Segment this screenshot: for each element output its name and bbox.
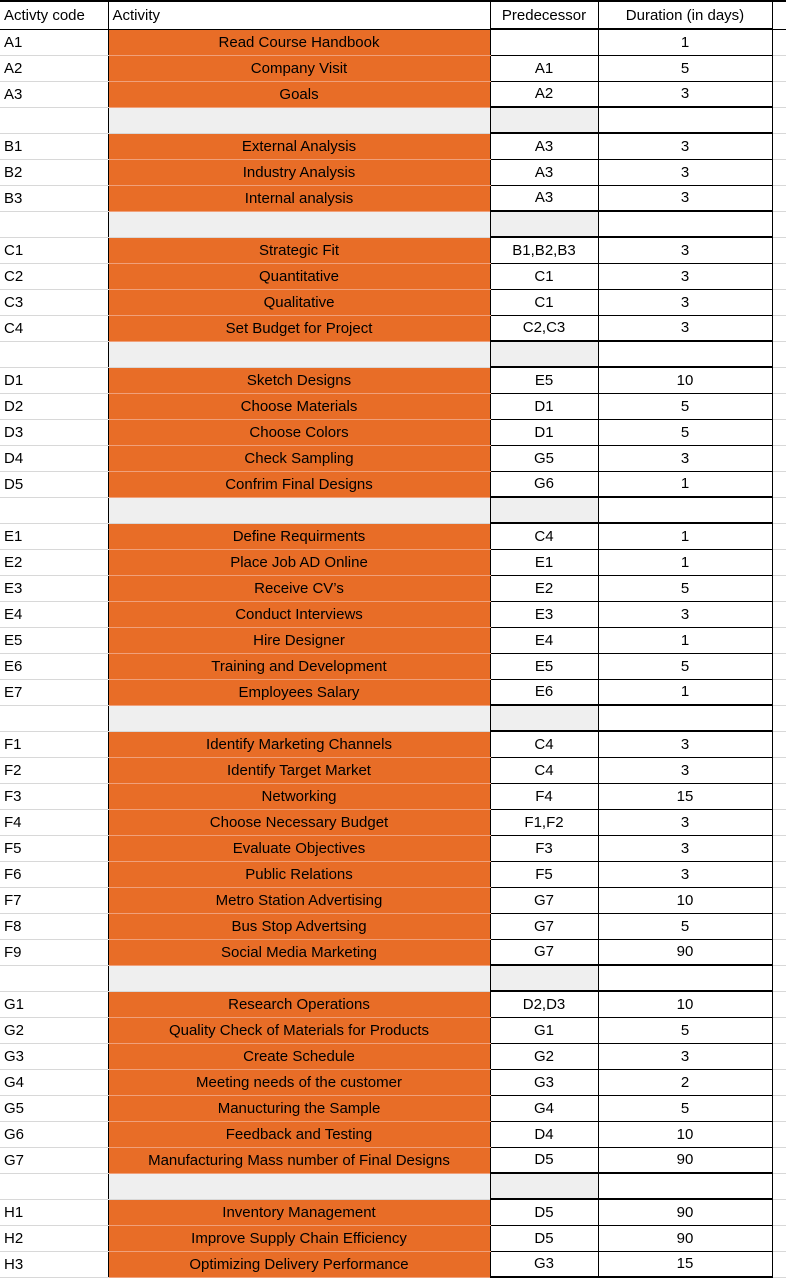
activity-name-cell[interactable]: Manufacturing Mass number of Final Designs xyxy=(108,1147,490,1173)
activity-name-cell[interactable]: Place Job AD Online xyxy=(108,549,490,575)
spare-column-cell[interactable] xyxy=(772,653,786,679)
activity-name-cell[interactable]: Sketch Designs xyxy=(108,367,490,393)
activity-name-cell[interactable]: Manucturing the Sample xyxy=(108,1095,490,1121)
group-separator-row xyxy=(0,211,786,237)
table-row xyxy=(0,263,786,289)
spare-column-cell[interactable] xyxy=(772,367,786,393)
predecessor-cell[interactable]: C4 xyxy=(490,757,598,783)
activity-name-cell[interactable]: Social Media Marketing xyxy=(108,939,490,965)
activity-code-cell[interactable]: B2 xyxy=(0,159,108,185)
predecessor-cell[interactable]: A2 xyxy=(490,81,598,107)
spare-column-cell[interactable] xyxy=(772,419,786,445)
duration-cell[interactable]: 2 xyxy=(598,1069,772,1095)
duration-cell[interactable]: 3 xyxy=(598,289,772,315)
table-row xyxy=(0,887,786,913)
duration-cell[interactable]: 5 xyxy=(598,1017,772,1043)
predecessor-cell[interactable]: D2,D3 xyxy=(490,991,598,1017)
group-separator-row xyxy=(0,1173,786,1199)
spare-column-cell[interactable] xyxy=(772,159,786,185)
predecessor-cell[interactable]: E1 xyxy=(490,549,598,575)
table-row xyxy=(0,731,786,757)
activity-code-cell[interactable]: A2 xyxy=(0,55,108,81)
spare-column-cell[interactable] xyxy=(772,939,786,965)
spare-column-cell[interactable] xyxy=(772,991,786,1017)
spare-column-cell[interactable] xyxy=(772,1043,786,1069)
predecessor-cell[interactable]: E5 xyxy=(490,653,598,679)
empty-cell[interactable] xyxy=(108,965,490,991)
duration-cell[interactable]: 5 xyxy=(598,419,772,445)
empty-cell[interactable] xyxy=(108,1173,490,1199)
table-row xyxy=(0,237,786,263)
duration-cell[interactable]: 90 xyxy=(598,939,772,965)
table-row xyxy=(0,939,786,965)
activity-name-cell[interactable]: Define Requirments xyxy=(108,523,490,549)
table-row xyxy=(0,991,786,1017)
spare-column-cell[interactable] xyxy=(772,523,786,549)
empty-cell[interactable] xyxy=(0,965,108,991)
activity-code-cell[interactable]: F4 xyxy=(0,809,108,835)
activity-name-cell[interactable]: Choose Necessary Budget xyxy=(108,809,490,835)
spare-column-cell[interactable] xyxy=(772,263,786,289)
activity-code-cell[interactable]: H2 xyxy=(0,1225,108,1251)
table-row xyxy=(0,1225,786,1251)
predecessor-cell[interactable]: E4 xyxy=(490,627,598,653)
predecessor-cell[interactable]: E5 xyxy=(490,367,598,393)
predecessor-cell[interactable]: D1 xyxy=(490,393,598,419)
empty-cell[interactable] xyxy=(0,341,108,367)
empty-cell[interactable] xyxy=(490,705,598,731)
predecessor-cell[interactable]: B1,B2,B3 xyxy=(490,237,598,263)
predecessor-cell[interactable]: G7 xyxy=(490,939,598,965)
activity-name-cell[interactable]: Internal analysis xyxy=(108,185,490,211)
table-row xyxy=(0,1043,786,1069)
table-row xyxy=(0,679,786,705)
activity-code-cell[interactable]: F5 xyxy=(0,835,108,861)
activity-code-cell[interactable]: E2 xyxy=(0,549,108,575)
empty-cell[interactable] xyxy=(490,497,598,523)
table-row xyxy=(0,445,786,471)
duration-cell[interactable]: 90 xyxy=(598,1147,772,1173)
table-row xyxy=(0,861,786,887)
activity-code-cell[interactable]: C3 xyxy=(0,289,108,315)
activity-name-cell[interactable]: Meeting needs of the customer xyxy=(108,1069,490,1095)
empty-cell[interactable] xyxy=(772,341,786,367)
activity-name-cell[interactable]: Set Budget for Project xyxy=(108,315,490,341)
spare-column-cell[interactable] xyxy=(772,679,786,705)
empty-cell[interactable] xyxy=(108,107,490,133)
duration-cell[interactable]: 90 xyxy=(598,1225,772,1251)
spare-column-cell[interactable] xyxy=(772,601,786,627)
duration-cell[interactable]: 1 xyxy=(598,471,772,497)
duration-cell[interactable]: 3 xyxy=(598,1043,772,1069)
table-row xyxy=(0,1199,786,1225)
activity-code-cell[interactable]: E3 xyxy=(0,575,108,601)
activity-name-cell[interactable]: Read Course Handbook xyxy=(108,29,490,55)
header-activity-code[interactable]: Activty code xyxy=(0,1,108,29)
activity-name-cell[interactable]: Metro Station Advertising xyxy=(108,887,490,913)
empty-cell[interactable] xyxy=(0,705,108,731)
empty-cell[interactable] xyxy=(0,211,108,237)
duration-cell[interactable]: 3 xyxy=(598,263,772,289)
predecessor-cell[interactable]: G7 xyxy=(490,913,598,939)
duration-cell[interactable]: 3 xyxy=(598,731,772,757)
activity-name-cell[interactable]: Industry Analysis xyxy=(108,159,490,185)
activity-code-cell[interactable]: D5 xyxy=(0,471,108,497)
duration-cell[interactable]: 10 xyxy=(598,1121,772,1147)
duration-cell[interactable]: 1 xyxy=(598,627,772,653)
table-row xyxy=(0,627,786,653)
spare-column-cell[interactable] xyxy=(772,55,786,81)
empty-cell[interactable] xyxy=(0,497,108,523)
activity-code-cell[interactable]: A1 xyxy=(0,29,108,55)
predecessor-cell[interactable]: G7 xyxy=(490,887,598,913)
activity-code-cell[interactable]: G6 xyxy=(0,1121,108,1147)
activity-code-cell[interactable]: E5 xyxy=(0,627,108,653)
spare-column-cell[interactable] xyxy=(772,393,786,419)
table-row xyxy=(0,757,786,783)
duration-cell[interactable]: 3 xyxy=(598,159,772,185)
predecessor-cell[interactable]: D5 xyxy=(490,1199,598,1225)
predecessor-cell[interactable]: C1 xyxy=(490,263,598,289)
duration-cell[interactable]: 3 xyxy=(598,757,772,783)
duration-cell[interactable]: 3 xyxy=(598,133,772,159)
duration-cell[interactable]: 3 xyxy=(598,445,772,471)
spare-column-cell[interactable] xyxy=(772,1017,786,1043)
duration-cell[interactable]: 5 xyxy=(598,1095,772,1121)
activity-code-cell[interactable]: C4 xyxy=(0,315,108,341)
spare-column-cell[interactable] xyxy=(772,315,786,341)
spare-column-cell[interactable] xyxy=(772,1069,786,1095)
empty-cell[interactable] xyxy=(598,705,772,731)
spare-column-cell[interactable] xyxy=(772,1251,786,1277)
spare-column-cell[interactable] xyxy=(772,471,786,497)
spare-column-cell[interactable] xyxy=(772,1121,786,1147)
empty-cell[interactable] xyxy=(490,107,598,133)
predecessor-cell[interactable]: E6 xyxy=(490,679,598,705)
activity-name-cell[interactable]: Research Operations xyxy=(108,991,490,1017)
spare-column-cell[interactable] xyxy=(772,1147,786,1173)
duration-cell[interactable]: 1 xyxy=(598,549,772,575)
duration-cell[interactable]: 10 xyxy=(598,991,772,1017)
activity-name-cell[interactable]: Confrim Final Designs xyxy=(108,471,490,497)
spare-column-cell[interactable] xyxy=(772,185,786,211)
spare-column-cell[interactable] xyxy=(772,1199,786,1225)
activity-code-cell[interactable]: E1 xyxy=(0,523,108,549)
activity-code-cell[interactable]: E7 xyxy=(0,679,108,705)
table-row xyxy=(0,81,786,107)
duration-cell[interactable]: 1 xyxy=(598,29,772,55)
activity-code-cell[interactable]: F6 xyxy=(0,861,108,887)
activity-name-cell[interactable]: Hire Designer xyxy=(108,627,490,653)
group-separator-row xyxy=(0,705,786,731)
table-row xyxy=(0,367,786,393)
activity-code-cell[interactable]: G2 xyxy=(0,1017,108,1043)
table-row xyxy=(0,913,786,939)
empty-cell[interactable] xyxy=(490,211,598,237)
duration-cell[interactable]: 3 xyxy=(598,809,772,835)
activity-code-cell[interactable]: D2 xyxy=(0,393,108,419)
spare-column-cell[interactable] xyxy=(772,861,786,887)
spare-column-cell[interactable] xyxy=(772,887,786,913)
table-row xyxy=(0,159,786,185)
group-separator-row xyxy=(0,107,786,133)
predecessor-cell[interactable]: D1 xyxy=(490,419,598,445)
duration-cell[interactable]: 5 xyxy=(598,913,772,939)
table-row xyxy=(0,601,786,627)
activity-code-cell[interactable]: A3 xyxy=(0,81,108,107)
predecessor-cell[interactable]: A1 xyxy=(490,55,598,81)
predecessor-cell[interactable]: D5 xyxy=(490,1225,598,1251)
predecessor-cell[interactable]: F5 xyxy=(490,861,598,887)
predecessor-cell[interactable]: F1,F2 xyxy=(490,809,598,835)
duration-cell[interactable]: 3 xyxy=(598,835,772,861)
header-duration[interactable]: Duration (in days) xyxy=(598,1,772,29)
spare-column-cell[interactable] xyxy=(772,575,786,601)
duration-cell[interactable]: 5 xyxy=(598,393,772,419)
empty-cell[interactable] xyxy=(108,705,490,731)
activity-name-cell[interactable]: Networking xyxy=(108,783,490,809)
empty-cell[interactable] xyxy=(108,497,490,523)
activity-name-cell[interactable]: Identify Target Market xyxy=(108,757,490,783)
table-row xyxy=(0,783,786,809)
activity-code-cell[interactable]: D3 xyxy=(0,419,108,445)
table-row xyxy=(0,653,786,679)
empty-cell[interactable] xyxy=(598,211,772,237)
spare-column-cell[interactable] xyxy=(772,549,786,575)
duration-cell[interactable]: 15 xyxy=(598,1251,772,1277)
table-row xyxy=(0,185,786,211)
duration-cell[interactable]: 3 xyxy=(598,185,772,211)
group-separator-row xyxy=(0,341,786,367)
spare-column-cell[interactable] xyxy=(772,81,786,107)
predecessor-cell[interactable]: C4 xyxy=(490,523,598,549)
table-row xyxy=(0,471,786,497)
duration-cell[interactable]: 1 xyxy=(598,679,772,705)
duration-cell[interactable]: 10 xyxy=(598,367,772,393)
duration-cell[interactable]: 5 xyxy=(598,55,772,81)
activity-name-cell[interactable]: Choose Colors xyxy=(108,419,490,445)
empty-cell[interactable] xyxy=(108,211,490,237)
empty-cell[interactable] xyxy=(0,1173,108,1199)
predecessor-cell[interactable] xyxy=(490,29,598,55)
table-row xyxy=(0,419,786,445)
activity-name-cell[interactable]: Create Schedule xyxy=(108,1043,490,1069)
activity-code-cell[interactable]: C1 xyxy=(0,237,108,263)
group-separator-row xyxy=(0,965,786,991)
predecessor-cell[interactable]: G4 xyxy=(490,1095,598,1121)
predecessor-cell[interactable]: C1 xyxy=(490,289,598,315)
spare-column-cell[interactable] xyxy=(772,237,786,263)
table-row xyxy=(0,1121,786,1147)
predecessor-cell[interactable]: G3 xyxy=(490,1069,598,1095)
header-row xyxy=(0,1,786,29)
predecessor-cell[interactable]: F3 xyxy=(490,835,598,861)
table-row xyxy=(0,55,786,81)
table-row xyxy=(0,523,786,549)
spare-column-cell[interactable] xyxy=(772,29,786,55)
spare-column-cell[interactable] xyxy=(772,1225,786,1251)
duration-cell[interactable]: 5 xyxy=(598,653,772,679)
spare-column-cell[interactable] xyxy=(772,783,786,809)
table-row xyxy=(0,133,786,159)
activity-name-cell[interactable]: Improve Supply Chain Efficiency xyxy=(108,1225,490,1251)
activity-code-cell[interactable]: D4 xyxy=(0,445,108,471)
header-activity[interactable]: Activity xyxy=(108,1,490,29)
activity-name-cell[interactable]: Evaluate Objectives xyxy=(108,835,490,861)
predecessor-cell[interactable]: E3 xyxy=(490,601,598,627)
duration-cell[interactable]: 3 xyxy=(598,315,772,341)
activity-code-cell[interactable]: C2 xyxy=(0,263,108,289)
activity-code-cell[interactable]: F1 xyxy=(0,731,108,757)
empty-cell[interactable] xyxy=(772,965,786,991)
activity-name-cell[interactable]: Conduct Interviews xyxy=(108,601,490,627)
activity-name-cell[interactable]: Optimizing Delivery Performance xyxy=(108,1251,490,1277)
spare-column-cell[interactable] xyxy=(772,809,786,835)
predecessor-cell[interactable]: C4 xyxy=(490,731,598,757)
duration-cell[interactable]: 15 xyxy=(598,783,772,809)
group-separator-row xyxy=(0,497,786,523)
activity-code-cell[interactable]: G4 xyxy=(0,1069,108,1095)
activity-code-cell[interactable]: F2 xyxy=(0,757,108,783)
table-row xyxy=(0,1251,786,1277)
activity-code-cell[interactable]: H3 xyxy=(0,1251,108,1277)
table-row xyxy=(0,1017,786,1043)
duration-cell[interactable]: 3 xyxy=(598,237,772,263)
spare-column-cell[interactable] xyxy=(772,757,786,783)
activity-code-cell[interactable]: F3 xyxy=(0,783,108,809)
activity-name-cell[interactable]: Check Sampling xyxy=(108,445,490,471)
predecessor-cell[interactable]: A3 xyxy=(490,159,598,185)
header-predecessor[interactable]: Predecessor xyxy=(490,1,598,29)
activity-code-cell[interactable]: D1 xyxy=(0,367,108,393)
activity-code-cell[interactable]: E4 xyxy=(0,601,108,627)
table-row xyxy=(0,315,786,341)
duration-cell[interactable]: 1 xyxy=(598,523,772,549)
empty-cell[interactable] xyxy=(772,211,786,237)
activity-name-cell[interactable]: Quantitative xyxy=(108,263,490,289)
spare-column-cell[interactable] xyxy=(772,289,786,315)
activity-name-cell[interactable]: Employees Salary xyxy=(108,679,490,705)
spare-column-cell[interactable] xyxy=(772,445,786,471)
empty-cell[interactable] xyxy=(598,497,772,523)
activity-name-cell[interactable]: Strategic Fit xyxy=(108,237,490,263)
activity-name-cell[interactable]: Public Relations xyxy=(108,861,490,887)
activity-code-cell[interactable]: F9 xyxy=(0,939,108,965)
activity-name-cell[interactable]: Identify Marketing Channels xyxy=(108,731,490,757)
duration-cell[interactable]: 10 xyxy=(598,887,772,913)
table-row xyxy=(0,575,786,601)
activity-name-cell[interactable]: Training and Development xyxy=(108,653,490,679)
activity-code-cell[interactable]: G1 xyxy=(0,991,108,1017)
predecessor-cell[interactable]: D5 xyxy=(490,1147,598,1173)
empty-cell[interactable] xyxy=(598,965,772,991)
activity-name-cell[interactable]: Quality Check of Materials for Products xyxy=(108,1017,490,1043)
activity-name-cell[interactable]: Inventory Management xyxy=(108,1199,490,1225)
duration-cell[interactable]: 3 xyxy=(598,601,772,627)
spare-column-cell[interactable] xyxy=(772,1095,786,1121)
predecessor-cell[interactable]: G1 xyxy=(490,1017,598,1043)
activity-code-cell[interactable]: H1 xyxy=(0,1199,108,1225)
table-row xyxy=(0,809,786,835)
duration-cell[interactable]: 5 xyxy=(598,575,772,601)
activity-name-cell[interactable]: Qualitative xyxy=(108,289,490,315)
empty-cell[interactable] xyxy=(598,107,772,133)
empty-cell[interactable] xyxy=(598,341,772,367)
table-row xyxy=(0,393,786,419)
table-row xyxy=(0,289,786,315)
empty-cell[interactable] xyxy=(772,1173,786,1199)
predecessor-cell[interactable]: G2 xyxy=(490,1043,598,1069)
empty-cell[interactable] xyxy=(772,107,786,133)
activity-code-cell[interactable]: F7 xyxy=(0,887,108,913)
activity-code-cell[interactable]: B3 xyxy=(0,185,108,211)
activity-name-cell[interactable]: Choose Materials xyxy=(108,393,490,419)
activity-name-cell[interactable]: External Analysis xyxy=(108,133,490,159)
activity-name-cell[interactable]: Bus Stop Advertsing xyxy=(108,913,490,939)
duration-cell[interactable]: 3 xyxy=(598,81,772,107)
table-row xyxy=(0,835,786,861)
spare-column-cell[interactable] xyxy=(772,835,786,861)
table-row xyxy=(0,1069,786,1095)
activity-code-cell[interactable]: E6 xyxy=(0,653,108,679)
activity-code-cell[interactable]: B1 xyxy=(0,133,108,159)
spare-column-cell[interactable] xyxy=(772,1,786,29)
empty-cell[interactable] xyxy=(772,497,786,523)
predecessor-cell[interactable]: A3 xyxy=(490,185,598,211)
spare-column-cell[interactable] xyxy=(772,913,786,939)
predecessor-cell[interactable]: G3 xyxy=(490,1251,598,1277)
table-row xyxy=(0,549,786,575)
activity-code-cell[interactable]: F8 xyxy=(0,913,108,939)
duration-cell[interactable]: 90 xyxy=(598,1199,772,1225)
table-row xyxy=(0,1095,786,1121)
empty-cell[interactable] xyxy=(490,341,598,367)
predecessor-cell[interactable]: D4 xyxy=(490,1121,598,1147)
activity-name-cell[interactable]: Receive CV’s xyxy=(108,575,490,601)
table-row xyxy=(0,1147,786,1173)
predecessor-cell[interactable]: A3 xyxy=(490,133,598,159)
empty-cell[interactable] xyxy=(108,341,490,367)
spare-column-cell[interactable] xyxy=(772,731,786,757)
duration-cell[interactable]: 3 xyxy=(598,861,772,887)
table-row xyxy=(0,29,786,55)
spare-column-cell[interactable] xyxy=(772,133,786,159)
activity-name-cell[interactable]: Feedback and Testing xyxy=(108,1121,490,1147)
predecessor-cell[interactable]: C2,C3 xyxy=(490,315,598,341)
predecessor-cell[interactable]: G5 xyxy=(490,445,598,471)
empty-cell[interactable] xyxy=(772,705,786,731)
activity-code-cell[interactable]: G3 xyxy=(0,1043,108,1069)
spare-column-cell[interactable] xyxy=(772,627,786,653)
empty-cell[interactable] xyxy=(490,965,598,991)
activity-name-cell[interactable]: Goals xyxy=(108,81,490,107)
activity-code-cell[interactable]: G7 xyxy=(0,1147,108,1173)
predecessor-cell[interactable]: G6 xyxy=(490,471,598,497)
empty-cell[interactable] xyxy=(490,1173,598,1199)
predecessor-cell[interactable]: E2 xyxy=(490,575,598,601)
empty-cell[interactable] xyxy=(598,1173,772,1199)
empty-cell[interactable] xyxy=(0,107,108,133)
activity-code-cell[interactable]: G5 xyxy=(0,1095,108,1121)
predecessor-cell[interactable]: F4 xyxy=(490,783,598,809)
activity-name-cell[interactable]: Company Visit xyxy=(108,55,490,81)
